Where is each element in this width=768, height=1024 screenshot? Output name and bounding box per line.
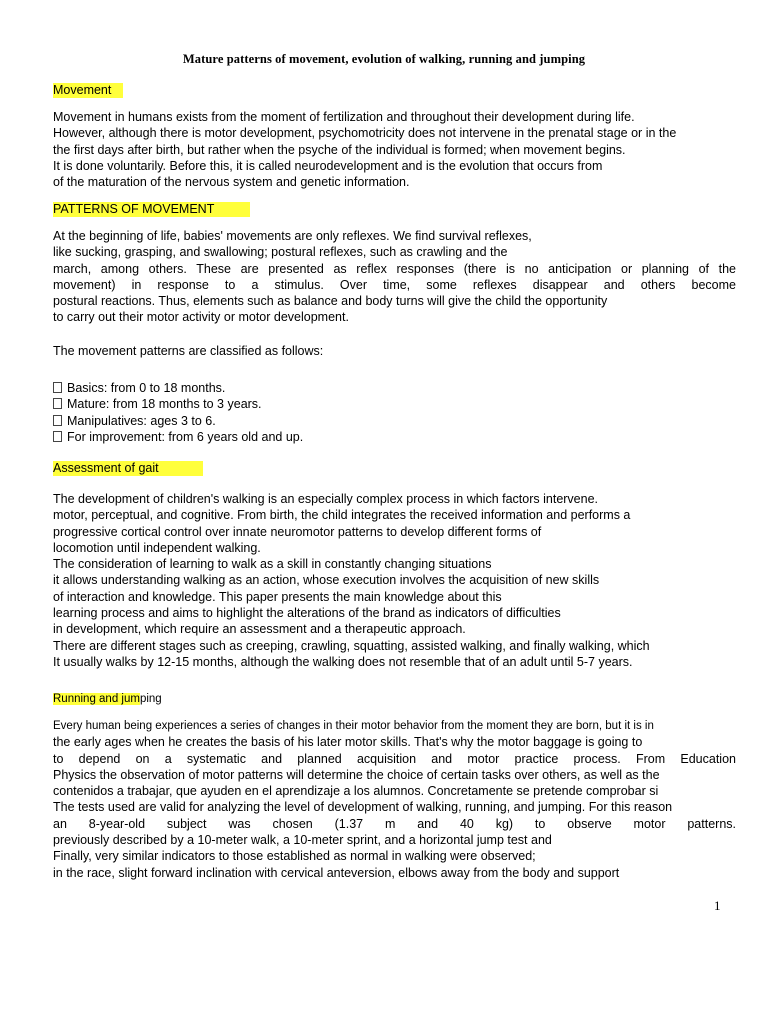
paragraph-line: in the race, slight forward inclination with cervical anteversion, elbows away from the body and support (53, 865, 620, 880)
classification-list (53, 380, 743, 445)
paragraph-line: The consideration of learning to walk as a skill in constantly changing situations (53, 557, 492, 572)
paragraph-line: it allows understanding walking as an action, whose execution involves the acquisition of new skills (53, 573, 600, 588)
paragraph-line: of interaction and knowledge. This paper presents the main knowledge about this (53, 589, 502, 604)
patterns-paragraph (53, 228, 743, 326)
heading-assessment-of-gait: Assessment of gait (53, 461, 203, 476)
paragraph-line: motor, perceptual, and cognitive. From birth, the child integrates the received information and performs a (53, 508, 631, 523)
paragraph-line: contenidos a trabajar, que ayuden en el aprendizaje a los alumnos. Concretamente se pretende comprobar si (53, 784, 659, 799)
paragraph-line: previously described by a 10-meter walk, a 10-meter sprint, and a horizontal jump test and (53, 833, 552, 848)
paragraph-line: It usually walks by 12-15 months, although the walking does not resemble that of an adult until 5-7 years. (53, 654, 633, 669)
paragraph-line: At the beginning of life, babies' movements are only reflexes. We find survival reflexes, (53, 229, 532, 243)
paragraph-line: to depend on a systematic and planned acquisition and motor practice process. From Education (53, 751, 736, 766)
paragraph-line: It is done voluntarily. Before this, it is called neurodevelopment and is the evolution that occurs from (53, 158, 603, 173)
paragraph-line: postural reactions. Thus, elements such as balance and body turns will give the child the opportunity (53, 294, 608, 309)
paragraph-line: an 8-year-old subject was chosen (1.37 m and 40 kg) to observe motor patterns. (53, 816, 736, 831)
paragraph-line: learning process and aims to highlight the alterations of the brand as indicators of difficulties (53, 606, 561, 621)
paragraph-line: the early ages when he creates the basis of his later motor skills. That's why the motor baggage is going to (53, 735, 643, 750)
paragraph-line: in development, which require an assessment and a therapeutic approach. (53, 622, 466, 637)
paragraph-line: However, although there is motor development, psychomotricity does not intervene in the prenatal stage or in the (53, 126, 677, 141)
page-number: 1 (714, 898, 721, 913)
paragraph-line: Movement in humans exists from the moment of fertilization and throughout their development during life. (53, 110, 635, 124)
bullet-box-icon (53, 398, 62, 409)
heading-movement: Movement (53, 83, 123, 98)
paragraph-line: The movement patterns are classified as follows: (53, 344, 324, 358)
gait-paragraph (53, 491, 743, 670)
paragraph-line: to carry out their motor activity or motor development. (53, 310, 349, 325)
list-item: Mature: from 18 months to 3 years. (53, 396, 743, 412)
paragraph-line: The development of children's walking is an especially complex process in which factors intervene. (53, 492, 599, 506)
heading-highlight: Running and jum (53, 693, 140, 705)
classification-intro (53, 343, 743, 359)
paragraph-line: progressive cortical control over innate neuromotor patterns to develop different forms of (53, 524, 542, 539)
paragraph-line: movement) in response to a stimulus. Over time, some reflexes disappear and others become (53, 277, 736, 292)
list-item: Basics: from 0 to 18 months. (53, 380, 743, 396)
paragraph-line: march, among others. These are presented as reflex responses (there is no anticipation or planning of the (53, 261, 736, 276)
running-paragraph (53, 718, 743, 881)
movement-paragraph (53, 109, 743, 190)
paragraph-line: locomotion until independent walking. (53, 540, 261, 555)
bullet-box-icon (53, 431, 62, 442)
list-item: For improvement: from 6 years old and up. (53, 429, 743, 445)
bullet-box-icon (53, 382, 62, 393)
paragraph-line: Finally, very similar indicators to those established as normal in walking were observed; (53, 849, 536, 864)
paragraph-line: There are different stages such as creeping, crawling, squatting, assisted walking, and finally walking, which (53, 638, 650, 653)
bullet-box-icon (53, 415, 62, 426)
paragraph-line: like sucking, grasping, and swallowing; postural reflexes, such as crawling and the (53, 245, 508, 260)
paragraph-line: The tests used are valid for analyzing the level of development of walking, running, and jumping. For this reason (53, 800, 673, 815)
heading-running-and-jumping: Running and jumping (53, 693, 162, 705)
heading-patterns-of-movement: PATTERNS OF MOVEMENT (53, 202, 250, 217)
paragraph-line: the first days after birth, but rather when the psyche of the individual is formed; when movement begins. (53, 142, 626, 157)
list-item: Manipulatives: ages 3 to 6. (53, 413, 743, 429)
paragraph-line: of the maturation of the nervous system and genetic information. (53, 175, 410, 190)
document-title: Mature patterns of movement, evolution of walking, running and jumping (182, 52, 586, 66)
paragraph-line: Physics the observation of motor patterns will determine the choice of certain tasks over others, as well as the (53, 767, 660, 782)
paragraph-line: Every human being experiences a series of changes in their motor behavior from the moment they are born, but it is in (53, 720, 654, 732)
